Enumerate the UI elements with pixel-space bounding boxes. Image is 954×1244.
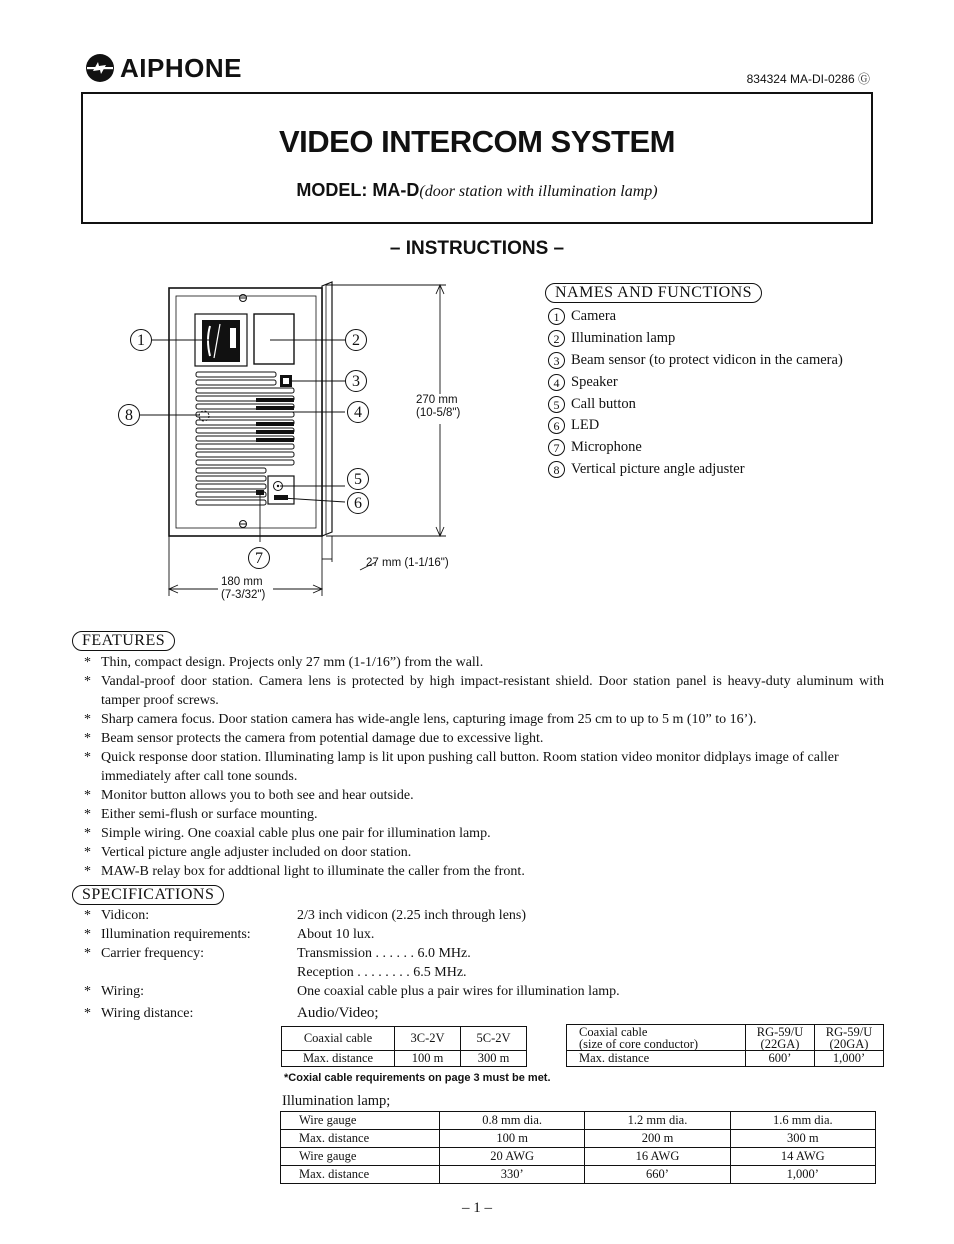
callout-3: 3: [345, 370, 367, 392]
callout-1: 1: [130, 329, 152, 351]
list-item: * Vandal-proof door station. Camera lens is protected by high impact-resistant shield. Door station panel is heavy-duty aluminum with tamper proof screws.: [84, 674, 884, 708]
names-heading: NAMES AND FUNCTIONS: [545, 283, 762, 303]
spec-row-carrier: * Carrier frequency: Transmission . . . . . . 6.0 MHz.: [84, 946, 471, 961]
list-item: * Either semi-flush or surface mounting.: [84, 807, 318, 822]
list-item: * Vertical picture angle adjuster included on door station.: [84, 845, 412, 860]
model-line: [83, 180, 871, 201]
callout-4: 4: [347, 401, 369, 423]
illumination-lamp-window: [254, 314, 294, 364]
coax-table-imperial: Coaxial cable (size of core conductor) RG-59/U (22GA) RG-59/U (20GA) Max. distance 600’ 1,000’: [566, 1024, 884, 1067]
list-item: 1 Camera: [548, 306, 843, 328]
width-dim-inch-label: (7-3/32"): [221, 589, 266, 601]
features-heading: FEATURES: [72, 631, 175, 651]
callout-6: 6: [347, 492, 369, 514]
list-item: 7 Microphone: [548, 437, 843, 459]
depth-dim-label: 27 mm (1-1/16"): [366, 557, 449, 569]
list-item: * Beam sensor protects the camera from potential damage due to excessive light.: [84, 731, 544, 746]
aiphone-logo-icon: [84, 52, 116, 84]
callout-8: 8: [118, 404, 140, 426]
spec-row-vidicon: * Vidicon: 2/3 inch vidicon (2.25 inch through lens): [84, 908, 527, 923]
list-item: 5 Call button: [548, 393, 843, 415]
features-list: [84, 653, 884, 881]
model-description: (door station with illumination lamp): [419, 183, 658, 200]
led-icon: [274, 495, 288, 500]
list-item: * MAW-B relay box for addtional light to illuminate the caller from the front.: [84, 864, 525, 879]
coax-table-metric: Coaxial cable 3C-2V 5C-2V Max. distance 100 m 300 m: [281, 1026, 527, 1067]
list-item: 6 LED: [548, 415, 843, 437]
list-item: 8 Vertical picture angle adjuster: [548, 459, 843, 481]
spec-row-carrier-rx: Reception . . . . . . . . 6.5 MHz.: [297, 965, 467, 980]
width-dim-label: 180 mm: [221, 576, 263, 588]
list-item: * Quick response door station. Illuminating lamp is lit upon pushing call button. Room station video monitor didplays image of caller immediately after call tone sounds.: [84, 750, 839, 784]
document-number: 834324 MA-DI-0286 Ⓖ: [746, 72, 870, 86]
specifications-heading: SPECIFICATIONS: [72, 885, 224, 905]
brand-header: [84, 52, 242, 84]
illumination-lamp-label: Illumination lamp;: [282, 1093, 391, 1109]
page-number: – 1 –: [462, 1200, 492, 1216]
names-list: [548, 306, 843, 480]
callout-7: 7: [248, 547, 270, 569]
list-item: * Sharp camera focus. Door station camera has wide-angle lens, capturing image from 25 cm to up to 5 m (10” to 16’).: [84, 712, 757, 727]
title-box: [81, 92, 873, 224]
callout-5: 5: [347, 468, 369, 490]
list-item: 3 Beam sensor (to protect vidicon in the camera): [548, 350, 843, 372]
height-dim-inch-label: (10-5/8"): [416, 407, 461, 419]
height-dim-label: 270 mm: [416, 394, 458, 406]
illumination-wire-table: Wire gauge 0.8 mm dia. 1.2 mm dia. 1.6 mm dia. Max. distance 100 m 200 m 300 m Wire gauge 20 AWG 16 AWG 14 AWG Max. distance 330’ 660’ 1,000’: [280, 1111, 876, 1184]
spec-row-wiring: * Wiring: One coaxial cable plus a pair wires for illumination lamp.: [84, 984, 620, 999]
callout-2: 2: [345, 329, 367, 351]
instructions-heading: – INSTRUCTIONS –: [389, 238, 565, 259]
list-item: * Monitor button allows you to both see and hear outside.: [84, 788, 414, 803]
model-label: MODEL: MA-D: [296, 180, 420, 200]
page-title: VIDEO INTERCOM SYSTEM: [279, 124, 675, 159]
coax-footnote: *Coxial cable requirements on page 3 must be met.: [284, 1072, 551, 1084]
brand-name: AIPHONE: [120, 52, 242, 83]
spec-row-distance: * Wiring distance: Audio/Video;: [84, 1005, 379, 1021]
list-item: 4 Speaker: [548, 371, 843, 393]
list-item: * Simple wiring. One coaxial cable plus one pair for illumination lamp.: [84, 826, 491, 841]
list-item: 2 Illumination lamp: [548, 328, 843, 350]
spec-row-illumination: * Illumination requirements: About 10 lux.: [84, 927, 375, 942]
specifications-list: [84, 906, 620, 1023]
list-item: * Thin, compact design. Projects only 27 mm (1-1/16”) from the wall.: [84, 655, 484, 670]
